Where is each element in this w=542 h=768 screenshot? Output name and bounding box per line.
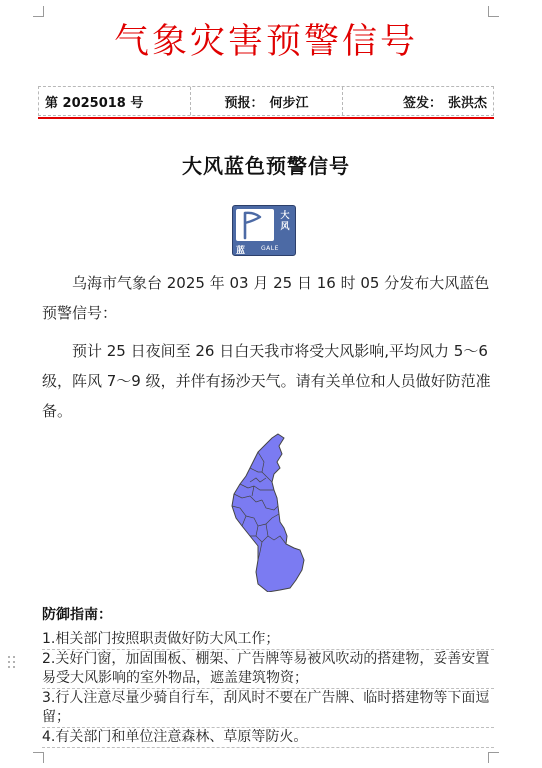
- wuhai-region-map: [222, 432, 314, 592]
- list-item: 2.关好门窗，加固围板、棚架、广告牌等易被风吹动的搭建物，妥善安置易受大风影响的室外物品，遮盖建筑物资；: [42, 650, 494, 689]
- grip-dot: [8, 661, 10, 663]
- grip-dot: [8, 656, 10, 658]
- doc-number: 第 2025018 号: [39, 87, 191, 115]
- flag-panel: [236, 209, 274, 241]
- list-item: 1.相关部门按照职责做好防大风工作；: [42, 630, 494, 650]
- wind-flag-icon: [236, 209, 274, 241]
- forecaster-name: 何步江: [269, 95, 309, 111]
- defense-guide-title: 防御指南：: [42, 607, 112, 623]
- crop-mark-bottom-left: [33, 752, 44, 763]
- header-red-rule: [38, 117, 494, 119]
- grip-dot: [8, 666, 10, 668]
- signal-english-label: GALE: [261, 245, 279, 252]
- defense-guide-list: [42, 630, 494, 748]
- info-bar: [38, 86, 494, 116]
- signal-chars: [276, 211, 294, 233]
- forecaster-cell: [191, 87, 343, 115]
- list-item: 4.有关部门和单位注意森林、草原等防火。: [42, 728, 494, 748]
- issue-paragraph: 乌海市气象台 2025 年 03 月 25 日 16 时 05 分发布大风蓝色预警信号：: [42, 274, 490, 322]
- masthead-title: 气象灾害预警信号: [113, 22, 418, 62]
- forecast-paragraph: 预计 25 日夜间至 26 日白天我市将受大风影响,平均风力 5～6 级，阵风 7～9 级，并伴有扬沙天气。请有关单位和人员做好防范准备。: [42, 342, 491, 420]
- signal-char-top: 大: [280, 211, 290, 221]
- gale-blue-signal-icon: [232, 205, 296, 256]
- signal-color-char: 蓝: [236, 246, 246, 256]
- region-outline: [232, 434, 304, 592]
- issuer-label: 签发：: [402, 95, 442, 111]
- forecaster-label: 预报：: [224, 95, 264, 111]
- list-item: 3.行人注意尽量少骑自行车，刮风时不要在广告牌、临时搭建物等下面逗留；: [42, 689, 494, 728]
- grip-dot: [13, 666, 15, 668]
- grip-dot: [13, 661, 15, 663]
- drag-handle-icon[interactable]: [8, 656, 18, 670]
- crop-mark-top-right: [488, 6, 499, 17]
- crop-mark-top-left: [33, 6, 44, 17]
- crop-mark-bottom-right: [488, 752, 499, 763]
- issuer-name: 张洪杰: [447, 95, 487, 111]
- warning-title: 大风蓝色预警信号: [182, 154, 350, 178]
- issuer-cell: [343, 87, 493, 115]
- signal-char-bottom: 风: [280, 222, 290, 232]
- grip-dot: [13, 656, 15, 658]
